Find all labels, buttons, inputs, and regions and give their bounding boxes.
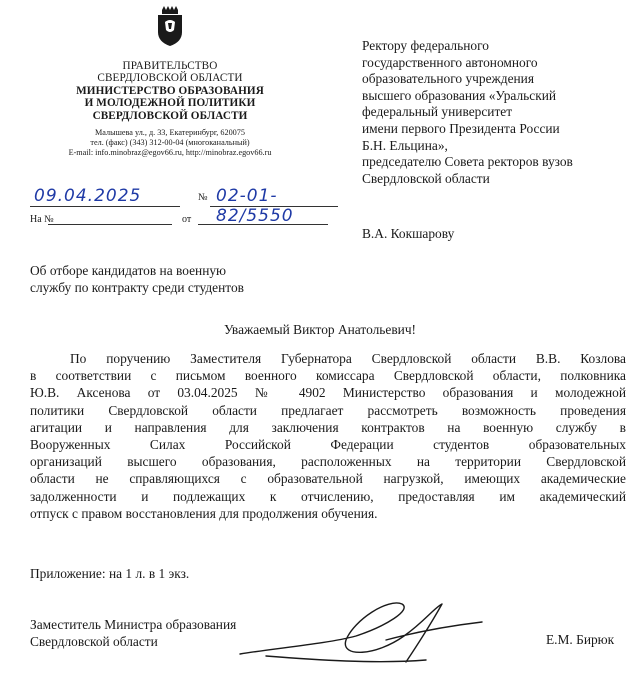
reference-date-underline	[198, 224, 328, 225]
subject-line: службу по контракту среди студентов	[30, 280, 244, 295]
body-line: По поручению Заместителя Губернатора Свердловской области В.В. Козлова	[70, 351, 626, 366]
signer-title-line: Заместитель Министра образования	[30, 617, 237, 632]
outgoing-number-label: №	[198, 192, 208, 203]
letterhead	[20, 6, 320, 158]
handwritten-signature	[236, 596, 496, 676]
addressee-line: председателю Совета ректоров вузов	[362, 154, 573, 170]
letter-subject	[30, 262, 330, 296]
ministry-line-2: И МОЛОДЕЖНОЙ ПОЛИТИКИ	[84, 97, 256, 110]
reference-number-label: На №	[30, 214, 54, 225]
number-underline	[210, 206, 338, 207]
addressee-line: Ректору федерального	[362, 38, 489, 53]
ministry-phone: тел. (факс) (343) 312-00-04 (многоканальный)	[90, 138, 250, 148]
date-underline	[30, 206, 180, 207]
signer-name: Е.М. Бирюк	[546, 632, 615, 647]
body-line: Ю.В. Аксенова от 03.04.2025 № 4902 Министерство образования и молодежной	[30, 385, 626, 401]
addressee-name: В.А. Кокшарову	[362, 226, 455, 241]
addressee-line: имени первого Президента России	[362, 120, 560, 136]
body-line: в соответствии с письмом военного комиссара Свердловской области, полковника	[30, 368, 626, 384]
government-label: ПРАВИТЕЛЬСТВО	[122, 60, 218, 72]
body-line: политики Свердловской области предлагает рассмотреть возможность проведения	[30, 402, 626, 418]
subject-line: Об отборе кандидатов на военную	[30, 263, 227, 278]
addressee-block	[362, 38, 634, 187]
body-line: организаций высшего образования, расположенных на территории Свердловской	[30, 454, 626, 470]
region-label: СВЕРДЛОВСКОЙ ОБЛАСТИ	[97, 72, 243, 85]
coat-of-arms-emblem	[155, 6, 185, 46]
body-line: отпуск с правом восстановления для продолжения обучения.	[30, 505, 378, 521]
ministry-address: Малышева ул., д. 33, Екатеринбург, 620075	[95, 128, 245, 138]
reference-registration	[30, 214, 330, 232]
addressee-line: государственного автономного	[362, 54, 538, 70]
ministry-email: E-mail: info.minobraz@egov66.ru, http://minobraz.egov66.ru	[68, 148, 272, 158]
letter-body	[30, 350, 626, 522]
body-line: задолженности и подлежащих к отчислению, предоставляя им академический	[30, 488, 626, 504]
addressee-line: образовательного учреждения	[362, 71, 535, 87]
addressee-line: федеральный университет	[362, 104, 513, 120]
body-line: области не справляющихся с образовательной нагрузкой, имеющих академические	[30, 471, 626, 487]
outgoing-number: 02-01-82/5550	[216, 186, 294, 226]
body-line: агитации и направления для заключения контрактов на военную службу в	[30, 419, 626, 435]
salutation: Уважаемый Виктор Анатольевич!	[223, 322, 417, 337]
signer-title-line: Свердловской области	[30, 634, 158, 649]
outgoing-date: 09.04.2025	[34, 186, 142, 206]
attachment-note: Приложение: на 1 л. в 1 экз.	[30, 566, 190, 581]
body-line: Вооруженных Силах Российской Федерации студентов образовательных	[30, 437, 626, 453]
ministry-line-3: СВЕРДЛОВСКОЙ ОБЛАСТИ	[92, 109, 248, 122]
reference-number-underline	[48, 224, 172, 225]
addressee-line: Свердловской области	[362, 170, 490, 186]
addressee-line: высшего образования «Уральский	[362, 87, 557, 103]
reference-date-label: от	[182, 214, 192, 225]
addressee-line: Б.Н. Ельцина»,	[362, 137, 448, 153]
ministry-line-1: МИНИСТЕРСТВО ОБРАЗОВАНИЯ	[76, 84, 264, 97]
